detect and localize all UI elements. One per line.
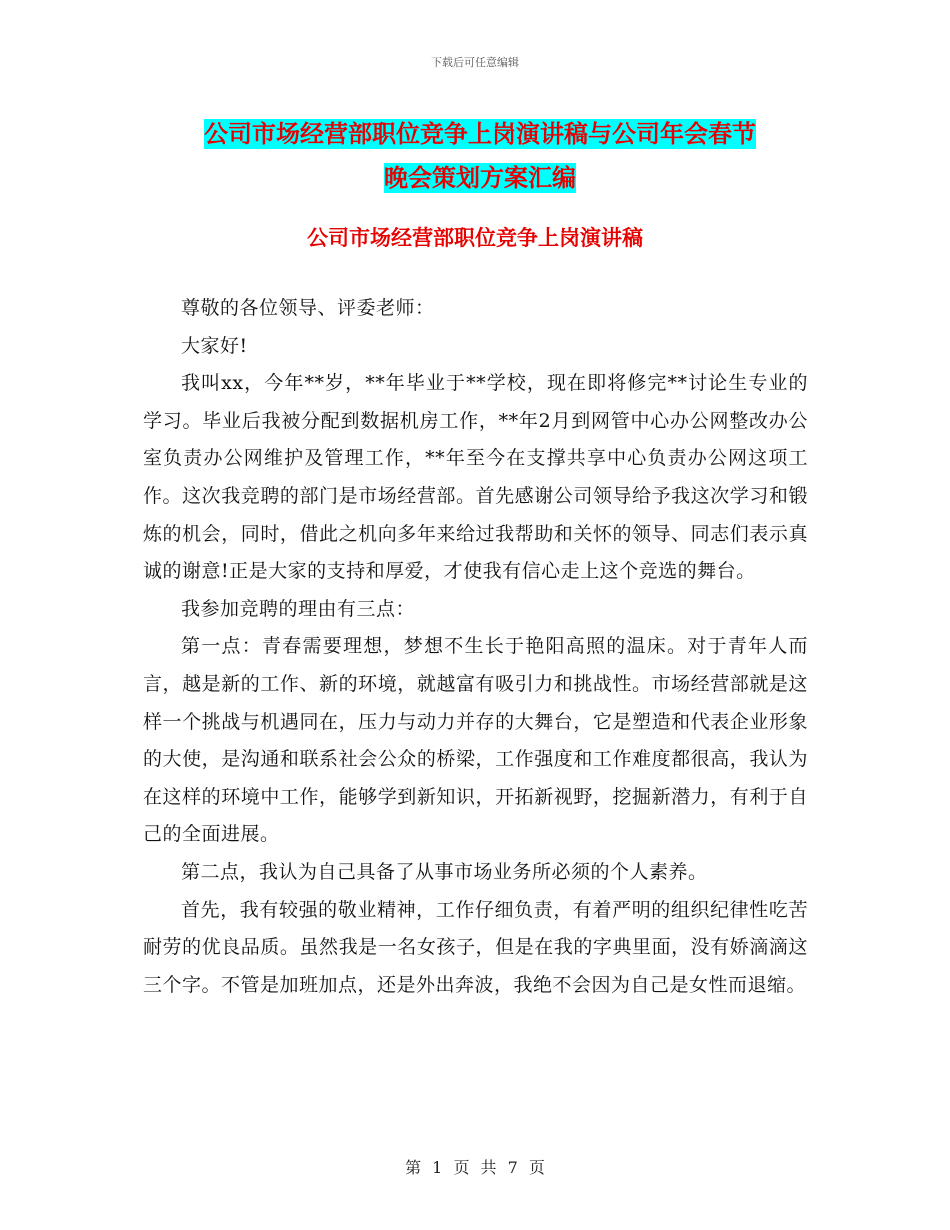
main-title-line-1: 公司市场经营部职位竞争上岗演讲稿与公司年会春节 [204,120,756,148]
paragraph-salutation: 尊敬的各位领导、评委老师： [181,297,435,319]
paragraph-reason-two: 第二点，我认为自己具备了从事市场业务所必须的个人素养。 [181,860,708,883]
body-text [143,290,808,1004]
document-main-title [140,112,820,200]
paragraph-self-intro: 我叫xx，今年**岁，**年毕业于**学校，现在即将修完**讨论生专业的学习。毕业后我被分配到数据机房工作，**年2月到网管中心办公网整改办公室负责办公网维护及管理工作，**年至今在支撑共享中心负责办公网这项工作。这次我竞聘的部门是市场经营部。首先感谢公司领导给予我这次学习和锻炼的机会，同时，借此之机向多年来给过我帮助和关怀的领导、同志们表示真诚的谢意!正是大家的支持和厚爱，才使我有信心走上这个竞选的舞台。 [143,372,808,583]
paragraph-reason-one: 第一点：青春需要理想，梦想不生长于艳阳高照的温床。对于青年人而言，越是新的工作、新的环境，就越富有吸引力和挑战性。市场经营部就是这样一个挑战与机遇同在，压力与动力并存的大舞台，它是塑造和代表企业形象的大使，是沟通和联系社会公众的桥梁，工作强度和工作难度都很高，我认为在这样的环境中工作，能够学到新知识，开拓新视野，挖掘新潜力，有利于自己的全面进展。 [143,635,808,846]
paragraph-first-quality: 首先，我有较强的敬业精神，工作仔细负责，有着严明的组织纪律性吃苦耐劳的优良品质。虽然我是一名女孩子，但是在我的字典里面，没有娇滴滴这三个字。不管是加班加点，还是外出奔波，我绝不会因为自己是女性而退缩。 [143,898,808,996]
paragraph-greeting: 大家好! [181,334,248,357]
main-title-line-2: 晚会策划方案汇编 [384,164,576,192]
paragraph-reasons-intro: 我参加竞聘的理由有三点： [181,597,416,620]
header-note: 下载后可任意编辑 [431,56,519,69]
page-footer: 第 1 页 共 7 页 [405,1158,545,1177]
section-title: 公司市场经营部职位竞争上岗演讲稿 [307,226,643,250]
